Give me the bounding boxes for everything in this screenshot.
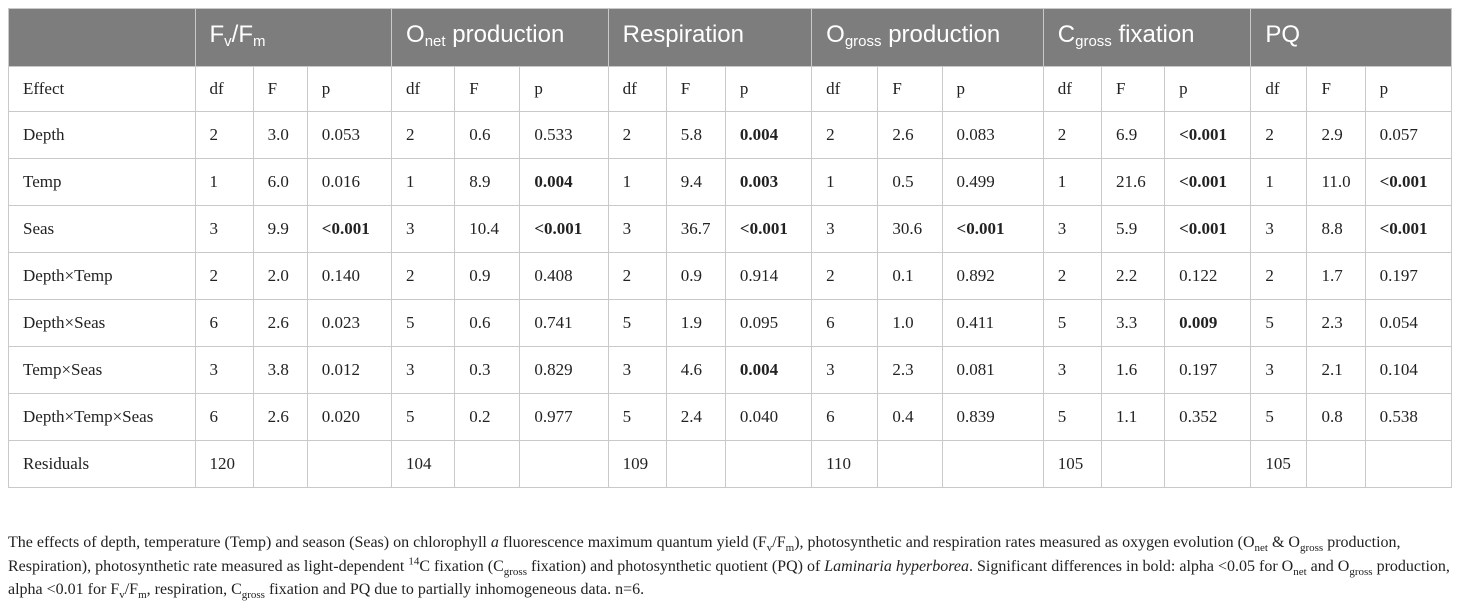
value-cell: 0.020	[307, 394, 391, 441]
value-cell: p	[307, 67, 391, 112]
effect-cell: Depth×Temp	[9, 253, 196, 300]
value-cell: 0.004	[725, 347, 811, 394]
value-cell	[1365, 441, 1451, 488]
value-cell: 0.054	[1365, 300, 1451, 347]
header-label: /F	[231, 21, 253, 48]
header-subscript: gross	[1075, 33, 1112, 50]
value-cell	[520, 441, 608, 488]
value-cell: 2	[608, 112, 666, 159]
value-cell: 3	[1043, 347, 1101, 394]
value-cell: 0.352	[1165, 394, 1251, 441]
value-cell	[1307, 441, 1365, 488]
value-cell: 0.6	[455, 300, 520, 347]
value-cell	[878, 441, 942, 488]
value-cell: 4.6	[666, 347, 725, 394]
value-cell: 105	[1043, 441, 1101, 488]
value-cell: p	[520, 67, 608, 112]
value-cell: 2.2	[1101, 253, 1164, 300]
value-cell: 2	[812, 112, 878, 159]
value-cell: 1	[392, 159, 455, 206]
value-cell: 3	[608, 347, 666, 394]
value-cell: 0.1	[878, 253, 942, 300]
value-cell: 0.5	[878, 159, 942, 206]
value-cell: 2	[392, 112, 455, 159]
value-cell: 1	[195, 159, 253, 206]
value-cell: 6	[195, 300, 253, 347]
value-cell: 2.1	[1307, 347, 1365, 394]
caption-subscript: gross	[1349, 565, 1373, 578]
value-cell: df	[608, 67, 666, 112]
value-cell: 2.6	[253, 394, 307, 441]
caption-text: production, Respiration), photosynthetic rate measured as light-dependent	[8, 534, 1401, 575]
caption-text: , respiration, C	[146, 581, 242, 598]
value-cell: 6.0	[253, 159, 307, 206]
anova-table-container	[8, 8, 1452, 488]
effect-cell: Effect	[9, 67, 196, 112]
caption-italic-a: a	[490, 534, 499, 551]
value-cell: 3.0	[253, 112, 307, 159]
value-cell: p	[942, 67, 1043, 112]
value-cell: 2.0	[253, 253, 307, 300]
value-cell: 0.023	[307, 300, 391, 347]
value-cell: <0.001	[307, 206, 391, 253]
header-label: O	[826, 21, 845, 48]
caption-superscript: 14	[408, 555, 420, 568]
value-cell: 0.057	[1365, 112, 1451, 159]
value-cell: 2.6	[878, 112, 942, 159]
caption-text: /F	[124, 581, 139, 598]
value-cell: 2	[195, 112, 253, 159]
header-group-cell	[812, 9, 1044, 67]
effect-cell: Temp×Seas	[9, 347, 196, 394]
caption-text: The effects of depth, temperature (Temp) and season (Seas) on chlorophyll	[8, 534, 491, 551]
value-cell: 0.914	[725, 253, 811, 300]
value-cell: 0.040	[725, 394, 811, 441]
value-cell: 1.9	[666, 300, 725, 347]
anova-table	[8, 8, 1452, 488]
value-cell: 105	[1251, 441, 1307, 488]
value-cell: 3.3	[1101, 300, 1164, 347]
caption-text: & O	[1267, 534, 1300, 551]
value-cell: df	[195, 67, 253, 112]
value-cell	[1101, 441, 1164, 488]
value-cell: F	[253, 67, 307, 112]
value-cell: 2	[1251, 112, 1307, 159]
caption-text: . Significant differences in bold: alpha <0.05 for O	[969, 557, 1294, 575]
value-cell: 0.3	[455, 347, 520, 394]
value-cell: 0.499	[942, 159, 1043, 206]
value-cell: 3.8	[253, 347, 307, 394]
value-cell: <0.001	[1165, 206, 1251, 253]
effect-cell: Depth×Temp×Seas	[9, 394, 196, 441]
value-cell: 0.829	[520, 347, 608, 394]
table-row	[9, 347, 1452, 394]
value-cell: 0.2	[455, 394, 520, 441]
value-cell: 5	[1043, 394, 1101, 441]
value-cell: df	[1251, 67, 1307, 112]
caption-subscript: net	[1254, 542, 1268, 555]
value-cell: 0.140	[307, 253, 391, 300]
table-row	[9, 206, 1452, 253]
header-label: PQ	[1265, 21, 1300, 48]
value-cell	[666, 441, 725, 488]
value-cell: 120	[195, 441, 253, 488]
caption-subscript: v	[119, 589, 125, 602]
header-label: production	[881, 21, 1001, 48]
value-cell	[307, 441, 391, 488]
value-cell: 1	[1043, 159, 1101, 206]
caption-text: production, alpha <0.01 for F	[8, 557, 1450, 598]
table-header	[9, 9, 1452, 67]
value-cell: 6	[812, 300, 878, 347]
header-group-cell	[608, 9, 812, 67]
value-cell: 3	[392, 206, 455, 253]
value-cell: 1.1	[1101, 394, 1164, 441]
value-cell: 104	[392, 441, 455, 488]
value-cell	[1165, 441, 1251, 488]
caption-subscript: net	[1293, 565, 1307, 578]
value-cell: 0.8	[1307, 394, 1365, 441]
value-cell	[455, 441, 520, 488]
value-cell: 30.6	[878, 206, 942, 253]
value-cell: 5	[1043, 300, 1101, 347]
value-cell: 36.7	[666, 206, 725, 253]
value-cell: <0.001	[1165, 112, 1251, 159]
value-cell	[942, 441, 1043, 488]
value-cell: 8.8	[1307, 206, 1365, 253]
value-cell: 0.095	[725, 300, 811, 347]
caption-subscript: gross	[241, 589, 265, 602]
table-row	[9, 159, 1452, 206]
caption-subscript: gross	[503, 565, 527, 578]
value-cell: 3	[195, 206, 253, 253]
value-cell: 1.7	[1307, 253, 1365, 300]
value-cell: 5	[608, 394, 666, 441]
table-caption	[8, 531, 1452, 602]
header-subscript: m	[253, 33, 266, 50]
effect-cell: Depth	[9, 112, 196, 159]
header-label: F	[209, 21, 225, 48]
value-cell: 0.411	[942, 300, 1043, 347]
value-cell: 3	[392, 347, 455, 394]
value-cell: 5	[1251, 394, 1307, 441]
value-cell: 2	[812, 253, 878, 300]
value-cell: 2	[1043, 112, 1101, 159]
value-cell: 0.892	[942, 253, 1043, 300]
value-cell: 2	[1251, 253, 1307, 300]
value-cell: 0.839	[942, 394, 1043, 441]
value-cell: p	[1365, 67, 1451, 112]
header-group-cell	[195, 9, 392, 67]
value-cell: 0.741	[520, 300, 608, 347]
caption-text: /F	[772, 534, 786, 551]
caption-text: fluorescence maximum quantum yield (F	[498, 534, 767, 551]
value-cell: 0.004	[520, 159, 608, 206]
value-cell: 2.4	[666, 394, 725, 441]
table-row	[9, 112, 1452, 159]
effect-cell: Seas	[9, 206, 196, 253]
value-cell: 3	[195, 347, 253, 394]
value-cell: 1.6	[1101, 347, 1164, 394]
value-cell: 0.003	[725, 159, 811, 206]
value-cell: 0.9	[455, 253, 520, 300]
value-cell: 5	[392, 394, 455, 441]
header-label: O	[406, 21, 425, 48]
value-cell: 3	[812, 347, 878, 394]
header-group-cell	[1251, 9, 1452, 67]
header-subscript: gross	[844, 33, 882, 50]
value-cell: 3	[608, 206, 666, 253]
value-cell: df	[1043, 67, 1101, 112]
value-cell: <0.001	[1365, 159, 1451, 206]
value-cell: 0.122	[1165, 253, 1251, 300]
header-subscript: net	[424, 33, 446, 50]
value-cell: 9.4	[666, 159, 725, 206]
value-cell: 0.197	[1165, 347, 1251, 394]
value-cell: 2.3	[878, 347, 942, 394]
value-cell: 0.104	[1365, 347, 1451, 394]
value-cell: F	[666, 67, 725, 112]
caption-subscript: gross	[1299, 542, 1324, 555]
caption-text: fixation and PQ due to partially inhomogeneous data. n=6.	[264, 581, 645, 598]
header-label: production	[445, 21, 565, 48]
value-cell: p	[725, 67, 811, 112]
table-body	[9, 67, 1452, 488]
value-cell: 11.0	[1307, 159, 1365, 206]
value-cell: 110	[812, 441, 878, 488]
value-cell: 5	[392, 300, 455, 347]
value-cell: 3	[812, 206, 878, 253]
value-cell: 0.004	[725, 112, 811, 159]
caption-subscript: m	[138, 589, 147, 602]
caption-text: and O	[1306, 557, 1350, 575]
header-row	[9, 9, 1452, 67]
effect-cell: Depth×Seas	[9, 300, 196, 347]
value-cell: 3	[1043, 206, 1101, 253]
value-cell: 6	[812, 394, 878, 441]
value-cell: 2.6	[253, 300, 307, 347]
value-cell: 1	[608, 159, 666, 206]
value-cell: p	[1165, 67, 1251, 112]
value-cell: 0.6	[455, 112, 520, 159]
value-cell: 21.6	[1101, 159, 1164, 206]
header-label: C	[1057, 21, 1076, 48]
value-cell: <0.001	[725, 206, 811, 253]
value-cell: 0.9	[666, 253, 725, 300]
value-cell: 0.197	[1365, 253, 1451, 300]
value-cell: 5	[608, 300, 666, 347]
value-cell: 1.0	[878, 300, 942, 347]
value-cell: <0.001	[1365, 206, 1451, 253]
value-cell	[253, 441, 307, 488]
value-cell: <0.001	[520, 206, 608, 253]
value-cell: <0.001	[942, 206, 1043, 253]
header-blank-cell	[9, 9, 196, 67]
value-cell: 0.083	[942, 112, 1043, 159]
value-cell: 5.8	[666, 112, 725, 159]
caption-text: C fixation (C	[419, 557, 504, 575]
value-cell: 5	[1251, 300, 1307, 347]
value-cell: F	[878, 67, 942, 112]
value-cell: 0.016	[307, 159, 391, 206]
value-cell: 109	[608, 441, 666, 488]
value-cell: 0.009	[1165, 300, 1251, 347]
value-cell: df	[812, 67, 878, 112]
caption-text: ), photosynthetic and respiration rates measured as oxygen evolution (O	[794, 534, 1255, 551]
caption-subscript: m	[785, 542, 795, 555]
header-label: fixation	[1111, 21, 1195, 48]
value-cell: 6.9	[1101, 112, 1164, 159]
value-cell: F	[1101, 67, 1164, 112]
value-cell: 0.053	[307, 112, 391, 159]
value-cell: 2	[1043, 253, 1101, 300]
caption-species-name: Laminaria hyperborea	[824, 557, 970, 575]
value-cell: 2	[608, 253, 666, 300]
value-cell: 6	[195, 394, 253, 441]
value-cell: 2.3	[1307, 300, 1365, 347]
value-cell: 2	[195, 253, 253, 300]
header-group-cell	[392, 9, 609, 67]
table-row	[9, 67, 1452, 112]
header-group-cell	[1043, 9, 1251, 67]
value-cell: 0.012	[307, 347, 391, 394]
effect-cell: Residuals	[9, 441, 196, 488]
value-cell: 0.533	[520, 112, 608, 159]
value-cell: 0.538	[1365, 394, 1451, 441]
value-cell: 2	[392, 253, 455, 300]
value-cell: 5.9	[1101, 206, 1164, 253]
value-cell: df	[392, 67, 455, 112]
table-row	[9, 394, 1452, 441]
value-cell	[725, 441, 811, 488]
value-cell: 8.9	[455, 159, 520, 206]
caption-text: fixation) and photosynthetic quotient (PQ) of	[527, 557, 825, 575]
value-cell: F	[455, 67, 520, 112]
header-label: Respiration	[622, 21, 745, 48]
effect-cell: Temp	[9, 159, 196, 206]
value-cell: 2.9	[1307, 112, 1365, 159]
table-row	[9, 300, 1452, 347]
value-cell: <0.001	[1165, 159, 1251, 206]
value-cell: 0.408	[520, 253, 608, 300]
value-cell: 0.081	[942, 347, 1043, 394]
header-subscript: v	[224, 33, 232, 50]
value-cell: F	[1307, 67, 1365, 112]
value-cell: 3	[1251, 206, 1307, 253]
value-cell: 0.977	[520, 394, 608, 441]
value-cell: 3	[1251, 347, 1307, 394]
value-cell: 10.4	[455, 206, 520, 253]
value-cell: 1	[812, 159, 878, 206]
caption-subscript: v	[766, 542, 773, 555]
table-row	[9, 441, 1452, 488]
value-cell: 9.9	[253, 206, 307, 253]
table-row	[9, 253, 1452, 300]
value-cell: 0.4	[878, 394, 942, 441]
value-cell: 1	[1251, 159, 1307, 206]
